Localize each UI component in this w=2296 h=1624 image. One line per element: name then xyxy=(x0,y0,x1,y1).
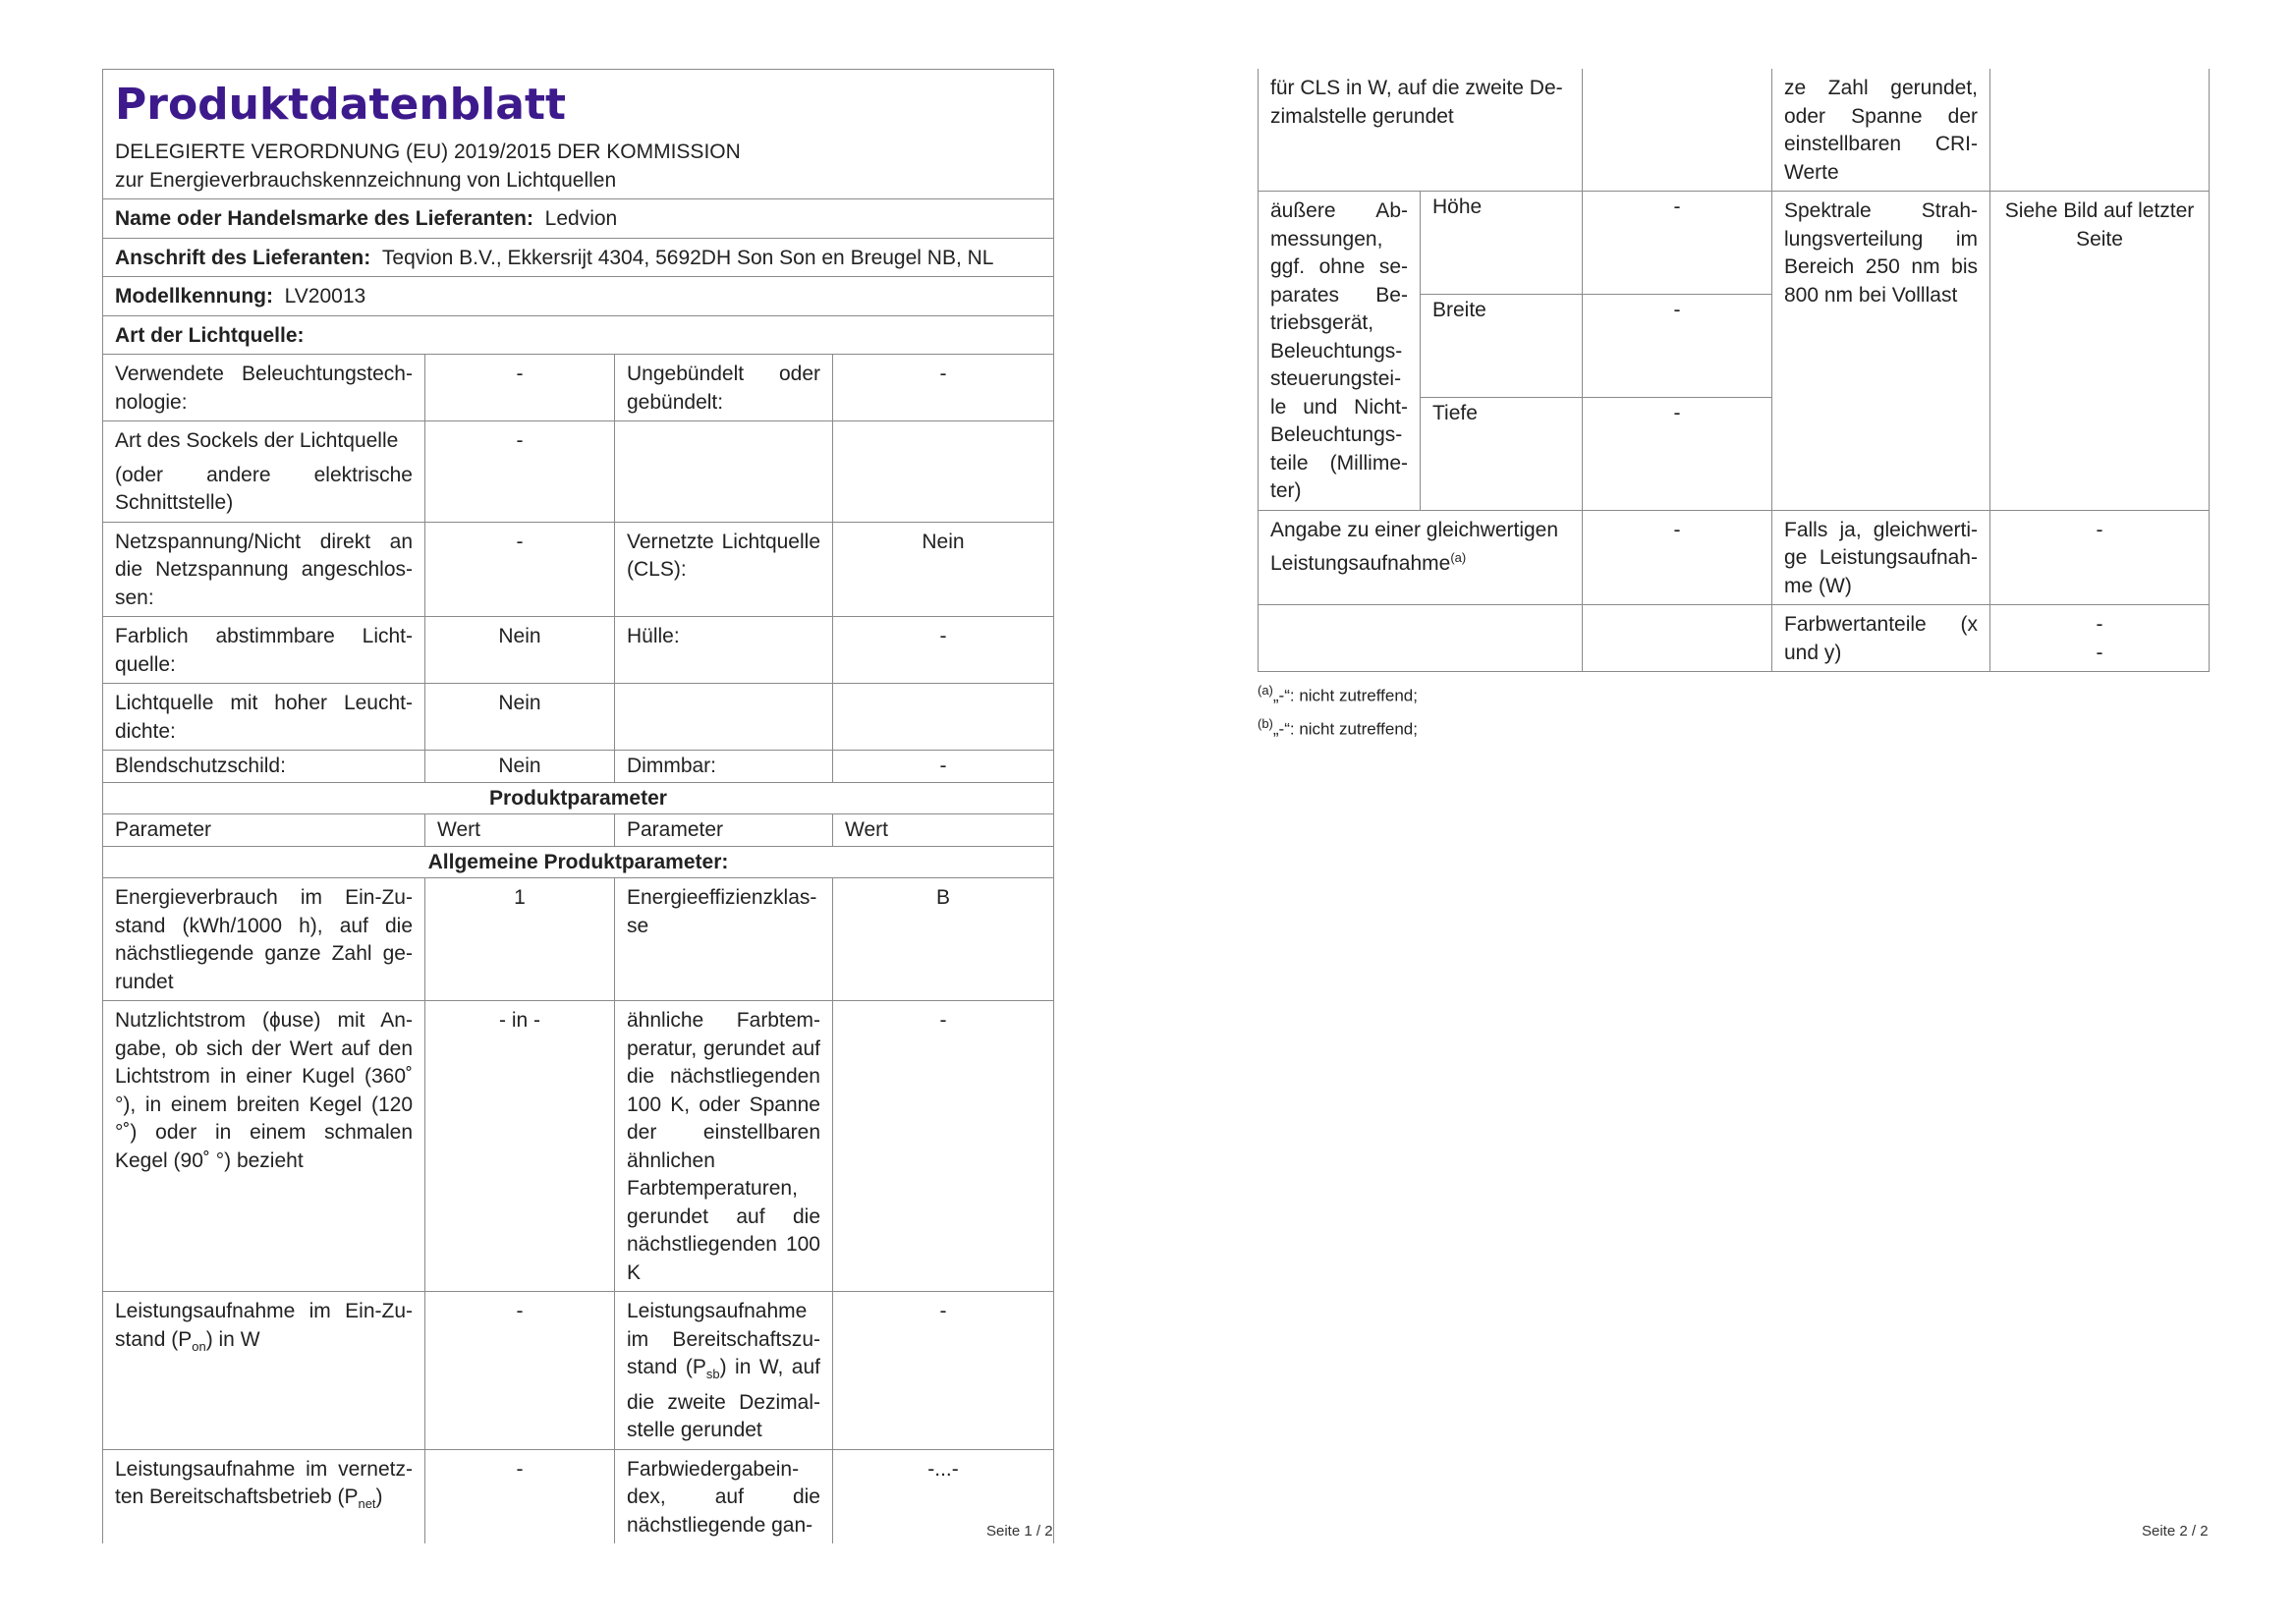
param-value: Nein xyxy=(425,617,615,684)
param-value: - xyxy=(833,1292,1054,1450)
network-label-b: ) xyxy=(375,1485,383,1509)
table-row xyxy=(103,1449,1054,1543)
param-label xyxy=(615,684,833,751)
network-label-a: Leistungsaufnahme im vernetzten Bereitschaftsbetrieb (P xyxy=(115,1457,413,1509)
column-header-row xyxy=(103,814,1054,847)
param-label xyxy=(615,1292,833,1450)
param-value: 1 xyxy=(425,878,615,1001)
spectral-label: Spektrale Strahlungsverteilung im Bereich 250 nm bis 800 nm bei Volllast xyxy=(1772,192,1990,511)
header-cell xyxy=(103,70,1054,199)
spectral-value: Siehe Bild auf letzter Seite xyxy=(1990,192,2210,511)
param-value: - xyxy=(425,1449,615,1543)
param-value: - in - xyxy=(425,1001,615,1292)
param-value xyxy=(833,684,1054,751)
supplier-name-value: Ledvion xyxy=(544,207,618,230)
model-label: Modellkennung: xyxy=(115,285,273,308)
param-value: - xyxy=(425,421,615,523)
param-value: Nein xyxy=(425,751,615,783)
table-row xyxy=(103,355,1054,421)
param-value: - xyxy=(1583,510,1772,605)
chroma-x: - xyxy=(2096,613,2103,636)
column-header: Parameter xyxy=(103,814,425,847)
footnote-text: „-“: nicht zutreffend; xyxy=(1272,686,1418,705)
param-label xyxy=(103,1449,425,1543)
param-value: - xyxy=(833,355,1054,421)
page-1 xyxy=(102,0,1053,1624)
dim-value: - xyxy=(1583,192,1772,295)
param-label: Farblich abstimmbare Lichtquelle: xyxy=(103,617,425,684)
param-label: Nutzlichtstrom (ɸuse) mit Angabe, ob sich der Wert auf den Lichtstrom in einer Kugel (360˚ °), in einem breiten Kegel (120 °˚) oder in einem schmalen Kegel (90˚ °) bezieht xyxy=(103,1001,425,1292)
column-header: Wert xyxy=(833,814,1054,847)
param-label: Netzspannung/Nicht direkt an die Netzspannung angeschlossen: xyxy=(103,522,425,617)
product-datasheet-table xyxy=(102,69,1054,1543)
light-type-heading: Art der Lichtquelle: xyxy=(103,315,1054,355)
footnote-text: „-“: nicht zutreffend; xyxy=(1272,719,1418,739)
power-on-label-b: ) in W xyxy=(205,1327,260,1351)
footnote xyxy=(1258,707,2209,747)
param-value: - xyxy=(833,1001,1054,1292)
column-header: Parameter xyxy=(615,814,833,847)
table-row xyxy=(103,617,1054,684)
param-value: - xyxy=(425,522,615,617)
param-label: Energieeffizienzklasse xyxy=(615,878,833,1001)
param-value: B xyxy=(833,878,1054,1001)
page-2 xyxy=(1258,0,2209,1624)
standby-label-b: ) in W, auf die zweite Dezimalstelle gerundet xyxy=(627,1356,820,1442)
dim-value: - xyxy=(1583,294,1772,397)
table-row xyxy=(103,684,1054,751)
dims-label: äußere Abmessungen, ggf. ohne separates Betriebsgerät, Beleuchtungssteuerungsteile und Nicht-Beleuchtungsteile (Millimeter) xyxy=(1259,192,1421,511)
param-value: - xyxy=(425,355,615,421)
socket-label: Art des Sockels der Lichtquelle xyxy=(115,429,399,452)
table-row xyxy=(1259,192,2210,295)
param-label xyxy=(1259,510,1583,605)
table-row xyxy=(103,1292,1054,1450)
supplier-name-row xyxy=(103,199,1054,239)
param-value xyxy=(1990,605,2210,672)
general-params-heading: Allgemeine Produktparameter: xyxy=(103,846,1054,878)
footnotes xyxy=(1258,674,2209,746)
param-label: Lichtquelle mit hoher Leuchtdichte: xyxy=(103,684,425,751)
param-value: - xyxy=(1990,510,2210,605)
param-label: Verwendete Beleuchtungstechnologie: xyxy=(103,355,425,421)
param-value: Nein xyxy=(425,684,615,751)
table-row xyxy=(103,878,1054,1001)
dim-name: Breite xyxy=(1421,294,1583,397)
param-value: - xyxy=(833,751,1054,783)
column-header: Wert xyxy=(425,814,615,847)
supplier-name-label: Name oder Handelsmarke des Lieferanten: xyxy=(115,207,533,230)
socket-label-sub: (oder andere elektrische Schnittstelle) xyxy=(115,463,413,514)
param-label xyxy=(103,1292,425,1450)
regulation-text: DELEGIERTE VERORDNUNG (EU) 2019/2015 DER KOMMISSION zur Energieverbrauchskennzeichnung von Lichtquellen xyxy=(115,140,741,192)
equiv-sup: (a) xyxy=(1450,550,1467,565)
model-value: LV20013 xyxy=(284,285,366,308)
table-row xyxy=(103,1001,1054,1292)
page-number: Seite 1 / 2 xyxy=(986,1523,1053,1540)
param-label xyxy=(103,421,425,523)
param-value xyxy=(1583,69,1772,192)
power-on-sub: on xyxy=(192,1338,206,1354)
param-label: ze Zahl gerundet, oder Spanne der einstellbaren CRI-Werte xyxy=(1772,69,1990,192)
param-label: Dimmbar: xyxy=(615,751,833,783)
table-row xyxy=(1259,69,2210,192)
power-on-label-a: Leistungsaufnahme im Ein-Zustand (P xyxy=(115,1300,413,1351)
param-label: Hülle: xyxy=(615,617,833,684)
param-label xyxy=(615,421,833,523)
supplier-address-label: Anschrift des Lieferanten: xyxy=(115,246,371,269)
footnote-mark: (a) xyxy=(1258,683,1273,698)
table-row xyxy=(1259,605,2210,672)
param-label: Farbwertanteile (x und y) xyxy=(1772,605,1990,672)
chroma-y: - xyxy=(2096,641,2103,664)
param-label: Blendschutzschild: xyxy=(103,751,425,783)
standby-label-a: Leistungsaufnahme im Bereitschaftszustand (P xyxy=(627,1300,820,1378)
equiv-label: Angabe zu einer gleichwertigen Leistungsaufnahme xyxy=(1270,518,1559,575)
param-label: Energieverbrauch im Ein-Zustand (kWh/1000 h), auf die nächstliegende ganze Zahl gerundet xyxy=(103,878,425,1001)
dim-name: Höhe xyxy=(1421,192,1583,295)
page-title: Produktdatenblatt xyxy=(115,80,567,130)
param-label: Vernetzte Lichtquelle (CLS): xyxy=(615,522,833,617)
table-row xyxy=(1259,510,2210,605)
footnote-mark: (b) xyxy=(1258,715,1273,731)
product-params-heading: Produktparameter xyxy=(103,782,1054,814)
dim-name: Tiefe xyxy=(1421,397,1583,510)
network-sub: net xyxy=(358,1496,376,1512)
param-label: für CLS in W, auf die zweite Dezimalstelle gerundet xyxy=(1259,69,1583,192)
supplier-address-row xyxy=(103,238,1054,277)
param-value: Nein xyxy=(833,522,1054,617)
dim-value: - xyxy=(1583,397,1772,510)
table-row xyxy=(103,751,1054,783)
standby-sub: sb xyxy=(705,1367,720,1382)
param-value xyxy=(1583,605,1772,672)
param-label: Falls ja, gleichwertige Leistungsaufnahme (W) xyxy=(1772,510,1990,605)
product-datasheet-table-continued xyxy=(1258,69,2210,672)
page-number: Seite 2 / 2 xyxy=(2142,1523,2209,1540)
param-value: -...- xyxy=(833,1449,1054,1543)
param-value: - xyxy=(425,1292,615,1450)
param-label: ähnliche Farbtemperatur, gerundet auf die nächstliegenden 100 K, oder Spanne der einstellbaren ähnlichen Farbtemperaturen, gerundet auf die nächstliegenden 100 K xyxy=(615,1001,833,1292)
table-row xyxy=(103,522,1054,617)
param-label xyxy=(1259,605,1583,672)
param-value xyxy=(833,421,1054,523)
param-value: - xyxy=(833,617,1054,684)
param-label: Ungebündelt oder gebündelt: xyxy=(615,355,833,421)
table-row xyxy=(103,421,1054,523)
param-value xyxy=(1990,69,2210,192)
model-row xyxy=(103,277,1054,316)
supplier-address-value: Teqvion B.V., Ekkersrijt 4304, 5692DH Son Son en Breugel NB, NL xyxy=(381,246,994,269)
param-label: Farbwiedergabeindex, auf die nächstliegende gan- xyxy=(615,1449,833,1543)
